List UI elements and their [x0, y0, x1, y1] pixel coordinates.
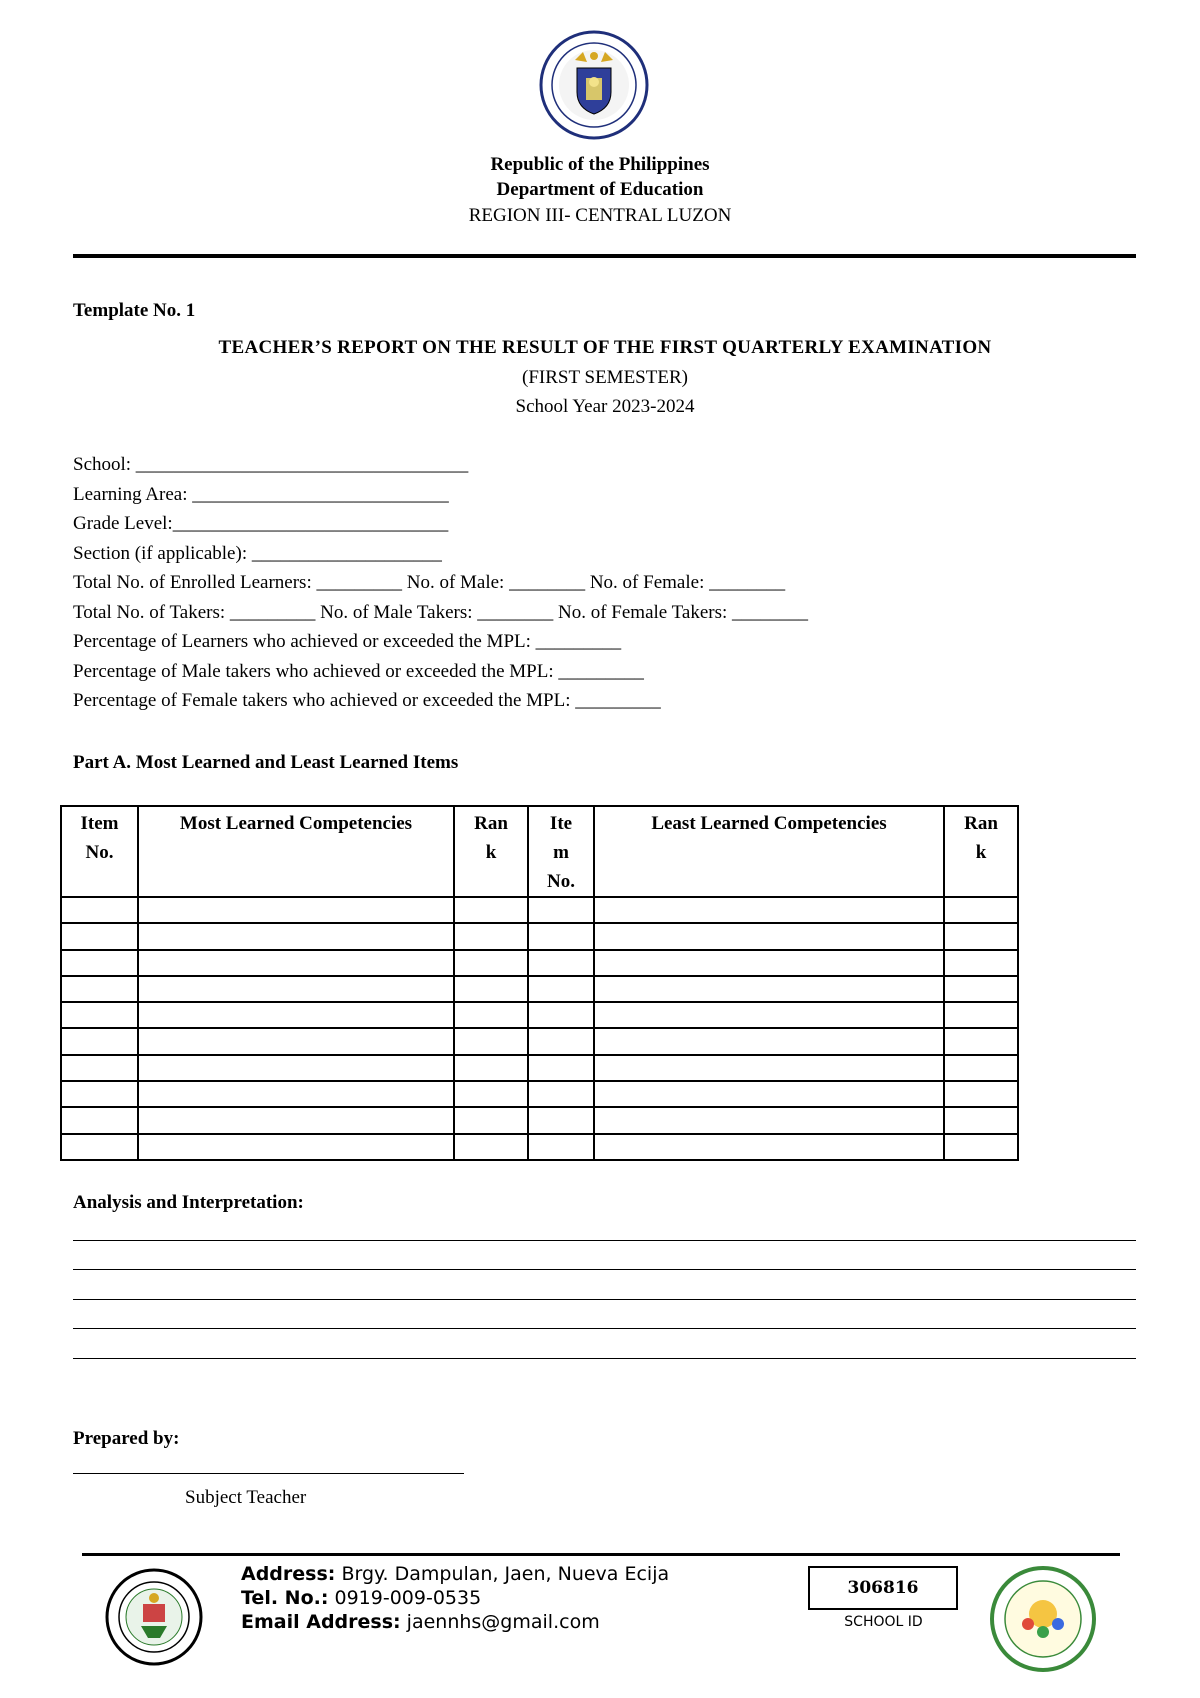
table-row: [61, 923, 1018, 949]
table-row: [61, 1028, 1018, 1054]
cell-item-no-least[interactable]: [528, 1028, 594, 1054]
table-row: [61, 1134, 1018, 1160]
cell-item-no-least[interactable]: [528, 1107, 594, 1133]
table-row: [61, 1081, 1018, 1107]
cell-item-no-least[interactable]: [528, 1002, 594, 1028]
cell-rank-least[interactable]: [944, 923, 1018, 949]
cell-rank-least[interactable]: [944, 1002, 1018, 1028]
field-school[interactable]: School: ___________________________________: [73, 454, 469, 475]
analysis-line[interactable]: [73, 1358, 1136, 1359]
cell-rank-most[interactable]: [454, 976, 528, 1002]
cell-item-no-least[interactable]: [528, 897, 594, 923]
table-row: [61, 897, 1018, 923]
cell-item-no[interactable]: [61, 923, 138, 949]
analysis-line[interactable]: [73, 1328, 1136, 1329]
report-school-year: School Year 2023-2024: [515, 396, 695, 417]
cell-least-learned[interactable]: [594, 950, 944, 976]
template-number: Template No. 1: [73, 300, 196, 321]
cell-rank-most[interactable]: [454, 1002, 528, 1028]
cell-rank-most[interactable]: [454, 923, 528, 949]
table-row: [61, 950, 1018, 976]
cell-item-no-least[interactable]: [528, 1081, 594, 1107]
cell-rank-least[interactable]: [944, 976, 1018, 1002]
analysis-line[interactable]: [73, 1299, 1136, 1300]
col-item-no-least: Ite m No.: [528, 806, 594, 897]
cell-item-no[interactable]: [61, 1002, 138, 1028]
field-grade-level[interactable]: Grade Level:_____________________________: [73, 513, 449, 534]
cell-rank-most[interactable]: [454, 1081, 528, 1107]
field-section[interactable]: Section (if applicable): ____________________: [73, 542, 442, 564]
cell-item-no[interactable]: [61, 976, 138, 1002]
signature-line[interactable]: [73, 1473, 464, 1474]
cell-item-no[interactable]: [61, 1028, 138, 1054]
cell-item-no[interactable]: [61, 1107, 138, 1133]
analysis-heading: Analysis and Interpretation:: [73, 1192, 304, 1213]
report-title: TEACHER’S REPORT ON THE RESULT OF THE FIRST QUARTERLY EXAMINATION: [218, 337, 992, 358]
cell-item-no[interactable]: [61, 1081, 138, 1107]
cell-item-no[interactable]: [61, 950, 138, 976]
cell-most-learned[interactable]: [138, 897, 454, 923]
subject-teacher-label: Subject Teacher: [185, 1487, 307, 1508]
cell-most-learned[interactable]: [138, 1134, 454, 1160]
cell-item-no-least[interactable]: [528, 1134, 594, 1160]
cell-item-no[interactable]: [61, 1134, 138, 1160]
cell-least-learned[interactable]: [594, 976, 944, 1002]
cell-item-no[interactable]: [61, 1055, 138, 1081]
footer-divider: [82, 1553, 1120, 1556]
cell-item-no[interactable]: [61, 897, 138, 923]
cell-most-learned[interactable]: [138, 1055, 454, 1081]
cell-rank-least[interactable]: [944, 1134, 1018, 1160]
header-republic: Republic of the Philippines: [490, 154, 710, 175]
child-friendly-schools-logo: [990, 1566, 1096, 1672]
cell-most-learned[interactable]: [138, 1107, 454, 1133]
col-most-learned: Most Learned Competencies: [138, 806, 454, 897]
table-row: [61, 1055, 1018, 1081]
cell-item-no-least[interactable]: [528, 923, 594, 949]
field-enrolled-learners[interactable]: Total No. of Enrolled Learners: _________ No. of Male: ________ No. of Female: ________: [73, 572, 786, 593]
footer-address: Address: Brgy. Dampulan, Jaen, Nueva Ecija: [241, 1563, 670, 1585]
table-row: [61, 1107, 1018, 1133]
field-pct-learners[interactable]: Percentage of Learners who achieved or exceeded the MPL: _________: [73, 631, 622, 652]
cell-least-learned[interactable]: [594, 1081, 944, 1107]
cell-item-no-least[interactable]: [528, 976, 594, 1002]
footer-tel: Tel. No.: 0919-009-0535: [241, 1587, 482, 1609]
cell-least-learned[interactable]: [594, 897, 944, 923]
field-learning-area[interactable]: Learning Area: ___________________________: [73, 483, 449, 505]
cell-rank-most[interactable]: [454, 1134, 528, 1160]
competencies-table: [60, 805, 1019, 1161]
cell-least-learned[interactable]: [594, 1028, 944, 1054]
analysis-line[interactable]: [73, 1240, 1136, 1241]
cell-most-learned[interactable]: [138, 976, 454, 1002]
cell-rank-least[interactable]: [944, 1107, 1018, 1133]
cell-item-no-least[interactable]: [528, 950, 594, 976]
analysis-line[interactable]: [73, 1269, 1136, 1270]
col-least-learned: Least Learned Competencies: [594, 806, 944, 897]
cell-rank-most[interactable]: [454, 897, 528, 923]
deped-seal-logo: [539, 30, 649, 140]
school-seal-logo: [105, 1568, 203, 1666]
part-a-heading: Part A. Most Learned and Least Learned Items: [73, 752, 459, 773]
report-fields: [73, 450, 808, 716]
header-divider: [73, 254, 1136, 258]
cell-most-learned[interactable]: [138, 1081, 454, 1107]
cell-least-learned[interactable]: [594, 1002, 944, 1028]
field-takers[interactable]: Total No. of Takers: _________ No. of Male Takers: ________ No. of Female Takers: ________: [73, 601, 809, 623]
cell-least-learned[interactable]: [594, 1055, 944, 1081]
cell-rank-most[interactable]: [454, 950, 528, 976]
footer-email[interactable]: Email Address: jaennhs@gmail.com: [241, 1611, 600, 1633]
header-region: REGION III- CENTRAL LUZON: [468, 205, 732, 226]
cell-rank-least[interactable]: [944, 1028, 1018, 1054]
cell-most-learned[interactable]: [138, 950, 454, 976]
field-pct-male[interactable]: Percentage of Male takers who achieved or exceeded the MPL: _________: [73, 660, 644, 682]
cell-least-learned[interactable]: [594, 1107, 944, 1133]
cell-most-learned[interactable]: [138, 1002, 454, 1028]
cell-rank-most[interactable]: [454, 1107, 528, 1133]
cell-most-learned[interactable]: [138, 1028, 454, 1054]
field-pct-female[interactable]: Percentage of Female takers who achieved or exceeded the MPL: _________: [73, 690, 661, 711]
cell-rank-least[interactable]: [944, 897, 1018, 923]
header-department: Department of Education: [496, 179, 704, 200]
cell-least-learned[interactable]: [594, 1134, 944, 1160]
cell-rank-most[interactable]: [454, 1028, 528, 1054]
footer-contact: [241, 1562, 669, 1634]
cell-rank-least[interactable]: [944, 1055, 1018, 1081]
report-semester: (FIRST SEMESTER): [522, 367, 688, 388]
table-row: [61, 1002, 1018, 1028]
cell-most-learned[interactable]: [138, 923, 454, 949]
cell-item-no-least[interactable]: [528, 1055, 594, 1081]
prepared-by-heading: Prepared by:: [73, 1428, 180, 1449]
school-id-label: SCHOOL ID: [844, 1614, 923, 1630]
table-row: [61, 976, 1018, 1002]
cell-rank-least[interactable]: [944, 1081, 1018, 1107]
col-item-no: Item No.: [61, 806, 138, 897]
cell-rank-least[interactable]: [944, 950, 1018, 976]
school-id-box: 306816: [808, 1566, 958, 1610]
col-rank-least: Ran k: [944, 806, 1018, 897]
cell-least-learned[interactable]: [594, 923, 944, 949]
cell-rank-most[interactable]: [454, 1055, 528, 1081]
col-rank-most: Ran k: [454, 806, 528, 897]
